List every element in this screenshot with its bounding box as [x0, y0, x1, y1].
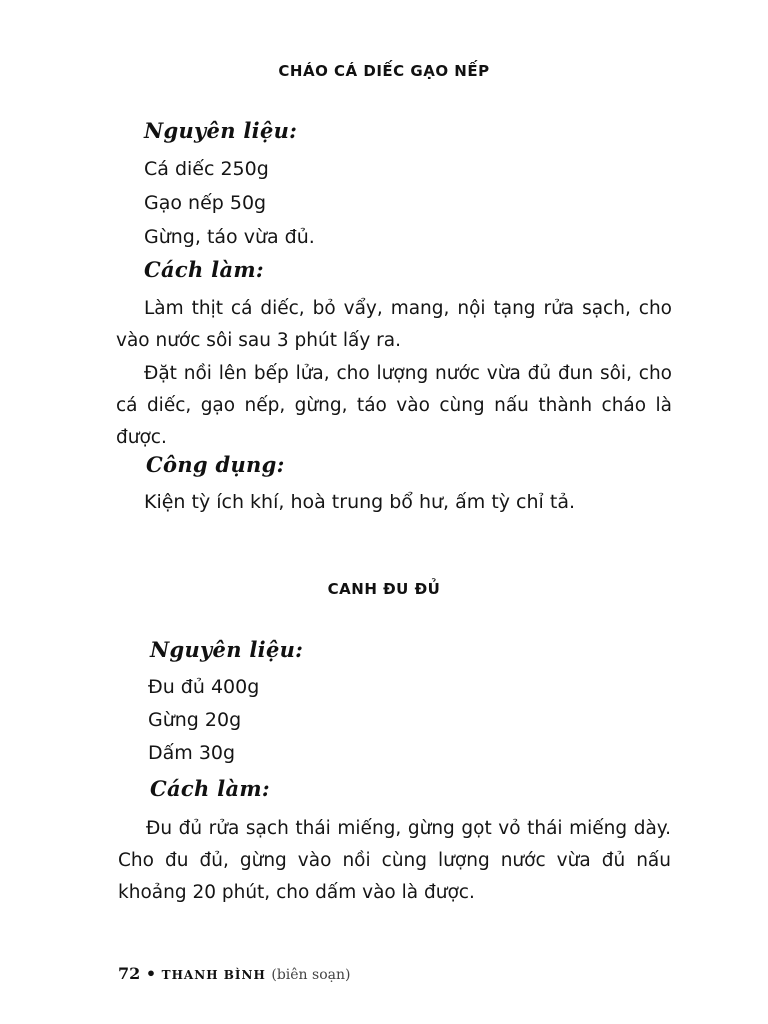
recipe-2-method-heading: Cách làm: [150, 776, 270, 801]
recipe-2-ingredient: Gừng 20g [148, 709, 242, 731]
recipe-1-ingredient: Gạo nếp 50g [144, 192, 267, 214]
recipe-2-method-paragraph: Đu đủ rửa sạch thái miếng, gừng gọt vỏ thái miếng dày. Cho đu đủ, gừng vào nồi cùng lượng nước vừa đủ nấu khoảng 20 phút, cho dấm vào là được. [118, 818, 671, 903]
recipe-1-usage-heading: Công dụng: [146, 452, 285, 477]
footer-role: (biên soạn) [271, 967, 351, 983]
page-number: 72 [118, 964, 141, 983]
recipe-2-ingredient: Đu đủ 400g [148, 676, 260, 698]
recipe-1-title: CHÁO CÁ DIẾC GẠO NẾP [278, 62, 490, 80]
recipe-1-method-paragraph: Làm thịt cá diếc, bỏ vẩy, mang, nội tạng rửa sạch, cho vào nước sôi sau 3 phút lấy ra. [116, 298, 672, 351]
recipe-1-method-paragraph: Đặt nồi lên bếp lửa, cho lượng nước vừa đủ đun sôi, cho cá diếc, gạo nếp, gừng, táo vào cùng nấu thành cháo là được. [116, 363, 672, 448]
recipe-1-usage-text: Kiện tỳ ích khí, hoà trung bổ hư, ấm tỳ chỉ tả. [144, 491, 575, 513]
footer-bullet: • [145, 964, 157, 983]
recipe-2-ingredient: Dấm 30g [148, 742, 236, 764]
footer-author: THANH BÌNH [161, 968, 266, 982]
recipe-2-title: CANH ĐU ĐỦ [327, 580, 441, 598]
recipe-2-ingredients-heading: Nguyên liệu: [150, 637, 304, 662]
recipe-1-ingredients-heading: Nguyên liệu: [144, 118, 298, 143]
recipe-1-ingredient: Gừng, táo vừa đủ. [144, 226, 315, 248]
recipe-1-ingredient: Cá diếc 250g [144, 158, 269, 180]
recipe-1-method-heading: Cách làm: [144, 257, 264, 282]
page-footer [118, 964, 350, 983]
